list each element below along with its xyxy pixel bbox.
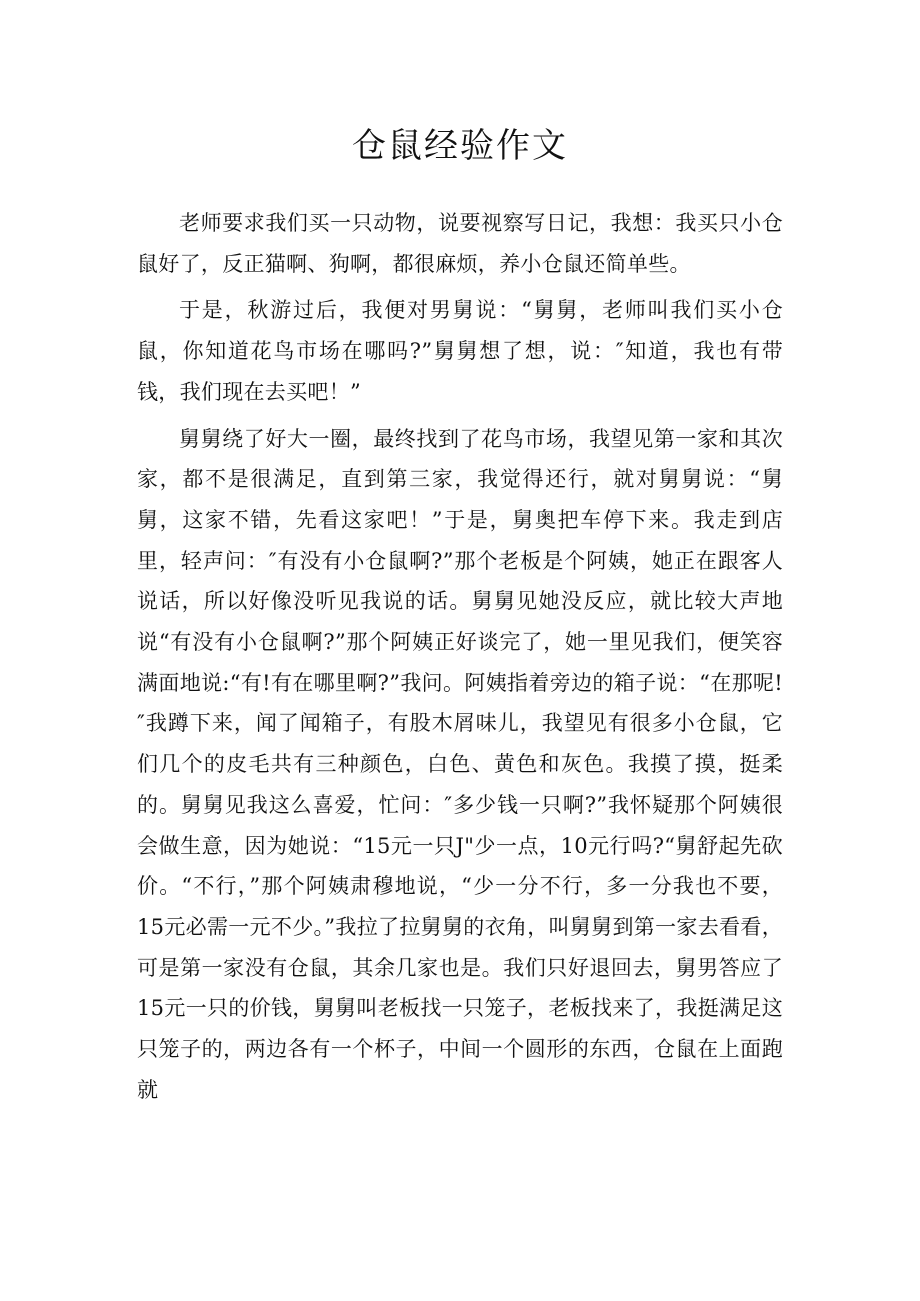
page-title: 仓鼠经验作文: [352, 126, 568, 166]
essay-body: [137, 203, 783, 1110]
paragraph: 于是，秋游过后，我便对男舅说：“舅舅，老师叫我们买小仓鼠，你知道花鸟市场在哪吗?”舅舅想了想，说：″知道，我也有带钱，我们现在去买吧！”: [137, 298, 783, 404]
paragraph: 老师要求我们买一只动物，说要视察写日记，我想：我买只小仓鼠好了，反正猫啊、狗啊，都很麻烦，养小仓鼠还简单些。: [137, 211, 783, 276]
paragraph: 舅舅绕了好大一圈，最终找到了花鸟市场，我望见第一家和其次家，都不是很满足，直到第三家，我觉得还行，就对舅舅说：“舅舅，这家不错，先看这家吧！”于是，舅奥把车停下来。我走到店里，轻声问：″有没有小仓鼠啊?”那个老板是个阿姨，她正在跟客人说话，所以好像没听见我说的话。舅舅见她没反应，就比较大声地说“有没有小仓鼠啊?”那个阿姨正好谈完了，她一里见我们，便笑容满面地说:“有!有在哪里啊?”我问。阿姨指着旁边的箱子说：“在那呢!″我蹲下来，闻了闻箱子，有股木屑味儿，我望见有很多小仓鼠，它们几个的皮毛共有三种颜色，白色、黄色和灰色。我摸了摸，挺柔的。舅舅见我这么喜爱，忙问：″多少钱一只啊?”我怀疑那个阿姨很会做生意，因为她说：“15元一只J"少一点，10元行吗?“舅舒起先砍价。“不行，”那个阿姨肃穆地说，“少一分不行，多一分我也不要，15元必需一元不少。”我拉了拉舅舅的衣角，叫舅舅到第一家去看看，可是第一家没有仓鼠，其余几家也是。我们只好退回去，舅男答应了15元一只的价钱，舅舅叫老板找一只笼子，老板找来了，我挺满足这只笼子的，两边各有一个杯子，中间一个圆形的东西，仓鼠在上面跑就: [137, 426, 783, 1102]
